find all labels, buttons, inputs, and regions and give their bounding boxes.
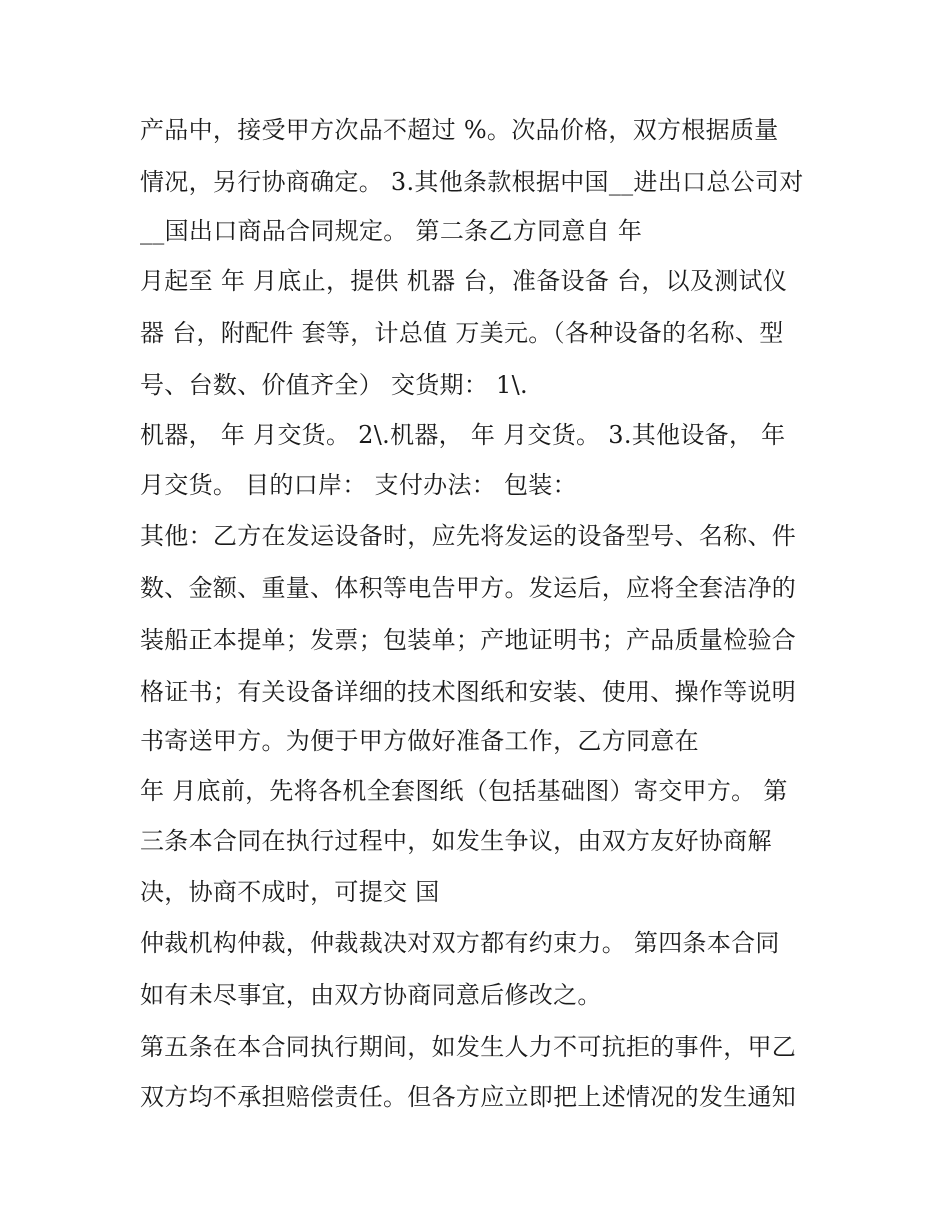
text-line: 月起至 年 月底止，提供 机器 台，准备设备 台，以及测试仪 — [140, 267, 788, 295]
text-line: __国出口商品合同规定。 第二条乙方同意自 年 — [140, 217, 643, 245]
text-line: 书寄送甲方。为便于甲方做好准备工作，乙方同意在 — [140, 727, 699, 755]
text-line: 机器， 年 月交货。 2\.机器， 年 月交货。 3.其他设备， 年 — [140, 421, 786, 449]
text-line: 三条本合同在执行过程中，如发生争议，由双方友好协商解 — [140, 827, 772, 855]
text-line: 器 台，附配件 套等，计总值 万美元。（各种设备的名称、型 — [140, 319, 784, 347]
text-line: 第五条在本合同执行期间，如发生人力不可抗拒的事件，甲乙 — [140, 1033, 797, 1061]
text-line: 号、台数、价值齐全） 交货期： 1\. — [140, 371, 528, 399]
text-line: 仲裁机构仲裁，仲裁裁决对双方都有约束力。 第四条本合同 — [140, 929, 780, 957]
text-line: 装船正本提单；发票；包装单；产地证明书；产品质量检验合 — [140, 626, 797, 654]
text-line: 月交货。 目的口岸： 支付办法： 包装： — [140, 471, 577, 499]
text-line: 格证书；有关设备详细的技术图纸和安装、使用、操作等说明 — [140, 678, 797, 706]
text-line: 其他：乙方在发运设备时，应先将发运的设备型号、名称、件 — [140, 522, 797, 550]
text-line: 产品中，接受甲方次品不超过 %。次品价格，双方根据质量 — [140, 116, 779, 144]
text-line: 决，协商不成时，可提交 国 — [140, 878, 440, 906]
text-line: 情况，另行协商确定。 3.其他条款根据中国__进出口总公司对 — [140, 168, 804, 196]
text-line: 双方均不承担赔偿责任。但各方应立即把上述情况的发生通知 — [140, 1083, 797, 1111]
text-line: 年 月底前，先将各机全套图纸（包括基础图）寄交甲方。 第 — [140, 777, 788, 805]
text-line: 如有未尽事宜，由双方协商同意后修改之。 — [140, 981, 602, 1009]
text-line: 数、金额、重量、体积等电告甲方。发运后，应将全套洁净的 — [140, 574, 797, 602]
